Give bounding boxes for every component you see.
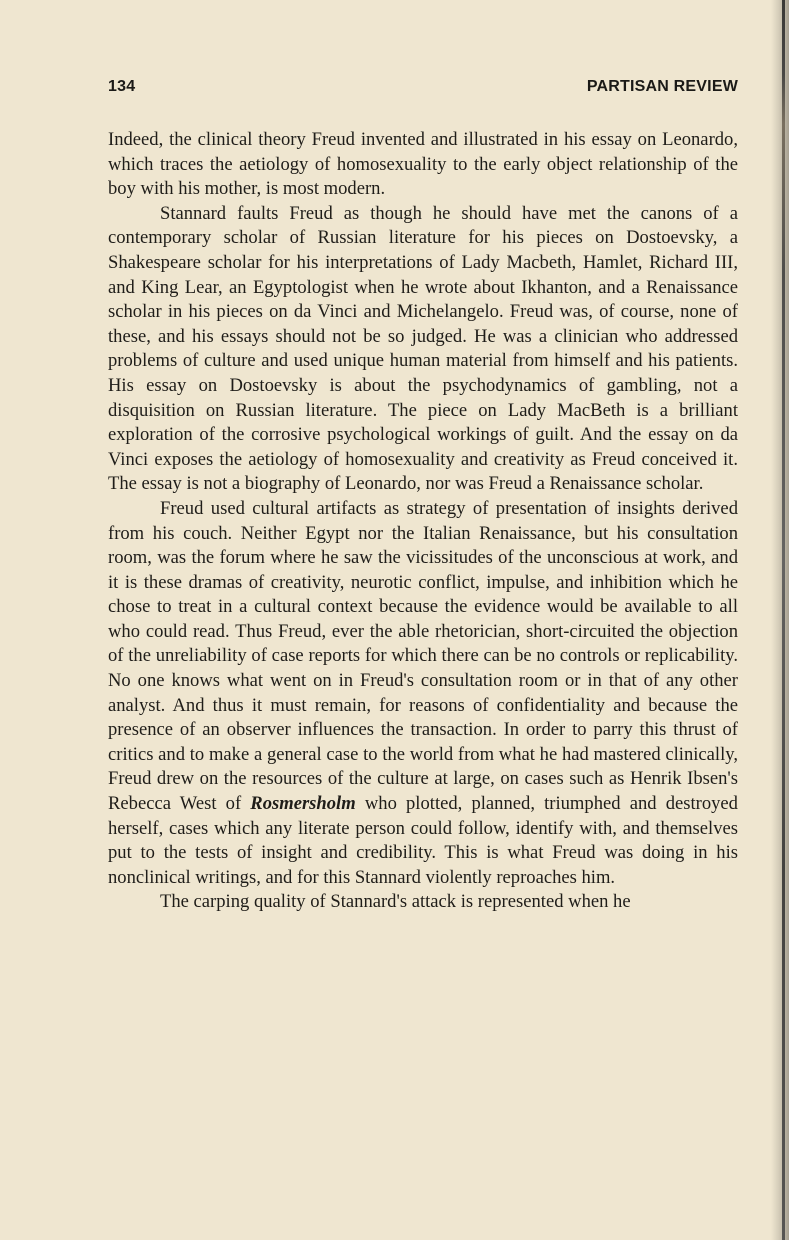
paragraph-3-continuation: who plotted, planned, triumphed and destroyed herself, cases which any literate person could follow, identify with, and themselves put to the tests of insight and credibility. This is what Freud was doing in his nonclinical writings, and for this Stannard violently reproaches him. <box>108 793 738 888</box>
paragraph-2-text: Stannard faults Freud as though he should have met the canons of a contemporary scholar of Russian literature for his pieces on Dostoevsky, a Shakespeare scholar for his interpretations of Lady Macbeth, Hamlet, Richard III, and King Lear, an Egyptologist when he wrote about Ikhanton, and a Renaissance scholar in his pieces on da Vinci and Michelangelo. Freud was, of course, none of these, and his essays should not be so judged. He was a clinician who addressed problems of culture and used unique human material from himself and his patients. His essay on Dostoevsky is about the psychodynamics of gambling, not a disquisition on Russian literature. The piece on Lady MacBeth is a brilliant exploration of the corrosive psychological workings of guilt. And the essay on da Vinci exposes the aetiology of homosexuality and creativity as Freud conceived it. The essay is not a biography of Leonardo, nor was Freud a Renaissance scholar. <box>108 202 738 495</box>
paragraph-3 <box>108 497 738 891</box>
paragraph-4-text: The carping quality of Stannard's attack is represented when he <box>160 891 631 913</box>
play-title-rosmersholm: Rosmersholm <box>250 793 356 815</box>
journal-title: PARTISAN REVIEW <box>586 78 738 95</box>
paragraph-2 <box>108 202 738 497</box>
running-head <box>108 78 738 100</box>
paragraph-1 <box>108 128 738 202</box>
page-number: 134 <box>108 78 136 95</box>
paragraph-3-text: Freud used cultural artifacts as strategy of presentation of insights derived from his couch. Neither Egypt nor the Italian Renaissance, but his consultation room, was the forum where he saw the vicissitudes of the unconscious at work, and it is these dramas of creativity, neurotic conflict, impulse, and inhibition which he chose to treat in a cultural context because the evidence would be available to all who could read. Thus Freud, ever the able rhetorician, short-circuited the objection of the unreliability of case reports for which there can be no controls or replicability. No one knows what went on in Freud's consultation room or in that of any other analyst. And thus it must remain, for reasons of confidentiality and because the presence of an observer influences the transaction. In order to parry this thrust of critics and to make a general case to the world from what he had mastered clinically, Freud drew on the resources of the culture at large, on cases such as Henrik Ibsen's Rebecca West of <box>108 497 738 815</box>
binding-shadow <box>771 0 789 1240</box>
paragraph-4 <box>108 890 738 915</box>
binding-edge <box>782 0 785 1240</box>
paragraph-1-text: Indeed, the clinical theory Freud invented and illustrated in his essay on Leonardo, which traces the aetiology of homosexuality to the early object relationship of the boy with his mother, is most modern. <box>108 129 738 200</box>
article-body <box>108 128 738 915</box>
